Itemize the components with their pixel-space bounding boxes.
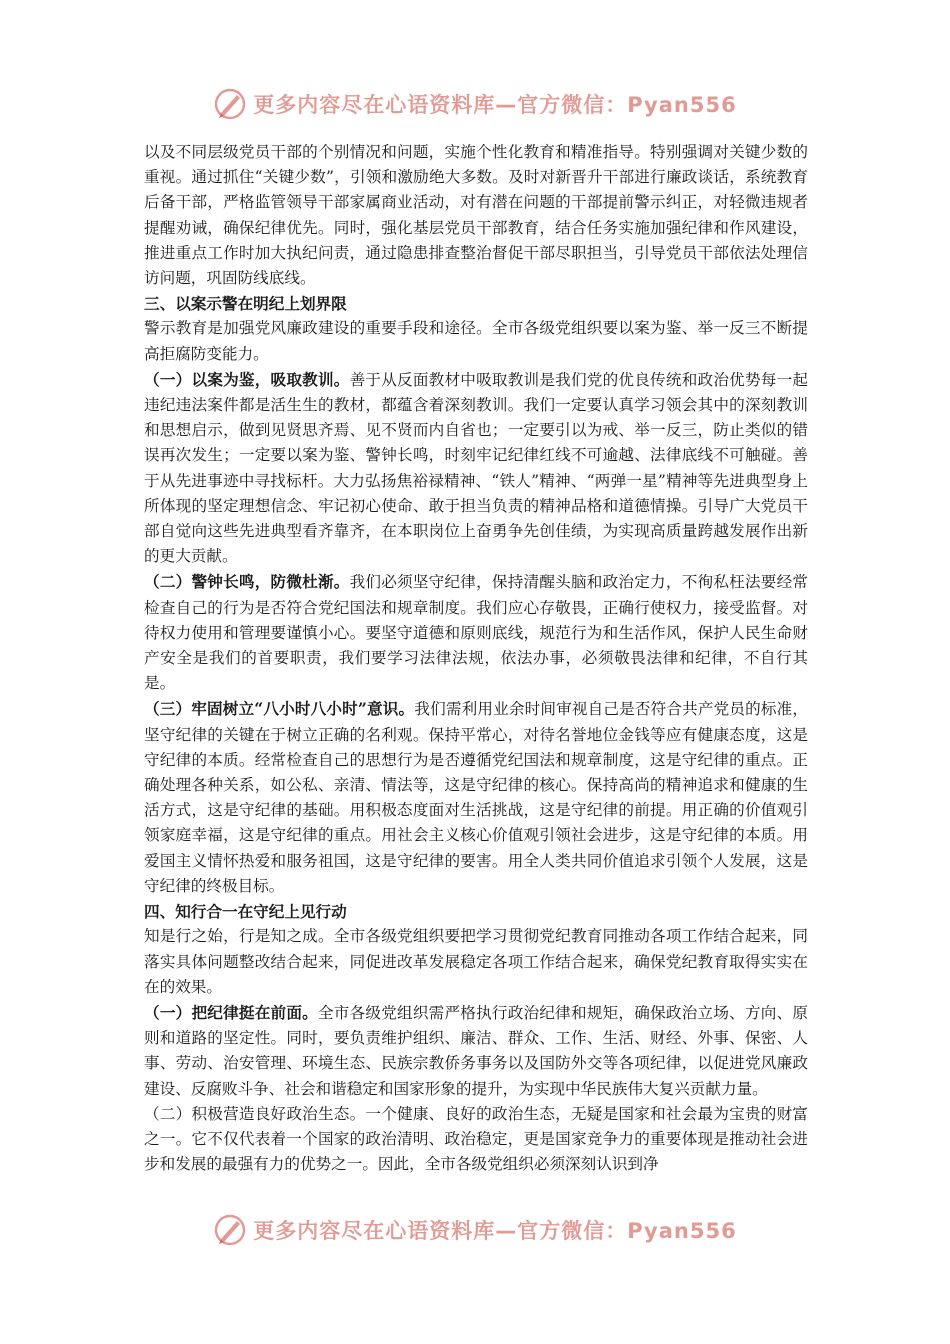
subsection-lead: （三）牢固树立“八小时八小时”意识。 bbox=[144, 699, 415, 719]
subsection-lead: （一）把纪律挺在前面。 bbox=[144, 1002, 318, 1022]
body-paragraph: 以及不同层级党员干部的个别情况和问题，实施个性化教育和精准指导。特别强调对关键少数的重视。通过抓住“关键少数”，引领和激励绝大多数。及时对新晋升干部进行廉政谈话，系统教育后备干部，严格监管领导干部家属商业活动，对有潜在问题的干部提前警示纠正，对轻微违规者提醒劝诫，确保纪律优先。同时，强化基层党员干部教育，结合任务实施加强纪律和作风建设，推进重点工作时加大执纪问责，通过隐患排查整治督促干部尽职担当，引导党员干部依法处理信访问题，巩固防线底线。 bbox=[144, 143, 808, 288]
watermark-text: 更多内容尽在心语资料库—官方微信：Pyan556 bbox=[253, 93, 737, 117]
pen-logo-icon bbox=[213, 1213, 247, 1247]
paragraph-text: 我们必须坚守纪律，保持清醒头脑和政治定力，不徇私枉法要经常检查自己的行为是否符合党纪国法和规章制度。我们应心存敬畏，正确行使权力，接受监督。对待权力使用和管理要谨慎小心。要坚守道德和原则底线，规范行为和生活作风，保护人民生命财产安全是我们的首要职责，我们要学习法律法规，依法办事，必须敬畏法律和纪律，不自行其是。 bbox=[144, 573, 808, 693]
paragraph-text: 全市各级党组织需严格执行政治纪律和规矩，确保政治立场、方向、原则和道路的坚定性。同时，要负责维护组织、廉洁、群众、工作、生活、财经、外事、保密、人事、劳动、治安管理、环境生态、民族宗教侨务事务以及国防外交等各项纪律，以促进党风廉政建设、反腐败斗争、社会和谐稳定和国家形象的提升，为实现中华民族伟大复兴贡献力量。 bbox=[144, 1003, 808, 1098]
header-watermark-banner bbox=[0, 84, 950, 124]
body-paragraph bbox=[144, 367, 808, 570]
document-body bbox=[144, 140, 808, 1177]
body-paragraph: 警示教育是加强党风廉政建设的重要手段和途径。全市各级党组织要以案为鉴、举一反三不断提高拒腐防变能力。 bbox=[144, 319, 808, 363]
pen-logo-icon bbox=[213, 87, 247, 121]
paragraph-text: 我们需利用业余时间审视自己是否符合共产党员的标准，坚守纪律的关键在于树立正确的名利观。保持平常心，对待名誉地位金钱等应有健康态度，这是守纪律的本质。经常检查自己的思想行为是否遵循党纪国法和规章制度，这是守纪律的重点。正确处理各种关系，如公私、亲清、情法等，这是守纪律的核心。保持高尚的精神追求和健康的生活方式，这是守纪律的基础。用积极态度面对生活挑战，这是守纪律的前提。用正确的价值观引领家庭幸福，这是守纪律的重点。用社会主义核心价值观引领社会进步，这是守纪律的本质。用爱国主义情怀热爱和服务祖国，这是守纪律的要害。用全人类共同价值追求引领个人发展，这是守纪律的终极目标。 bbox=[144, 700, 808, 895]
body-paragraph bbox=[144, 696, 808, 899]
subsection-lead: （一）以案为鉴，吸取教训。 bbox=[144, 369, 350, 389]
subsection-lead: （二）警钟长鸣，防微杜渐。 bbox=[144, 572, 350, 592]
section-heading: 四、知行合一在守纪上见行动 bbox=[144, 902, 347, 922]
subsection-lead: （二）积极营造良好政治生态。 bbox=[144, 1104, 366, 1123]
body-paragraph: 知是行之始，行是知之成。全市各级党组织要把学习贯彻党纪教育同推动各项工作结合起来，同落实具体问题整改结合起来，同促进改革发展稳定各项工作结合起来，确保党纪教育取得实实在在的效果。 bbox=[144, 927, 808, 996]
body-paragraph bbox=[144, 1000, 808, 1102]
footer-watermark-banner bbox=[0, 1210, 950, 1250]
body-paragraph bbox=[144, 569, 808, 696]
paragraph-text: 一个健康、良好的政治生态，无疑是国家和社会最为宝贵的财富之一。它不仅代表着一个国家的政治清明、政治稳定，更是国家竞争力的重要体现是推动社会进步和发展的最强有力的优势之一。因此，全市各级党组织必须深刻认识到净 bbox=[144, 1104, 808, 1174]
body-paragraph bbox=[144, 1102, 808, 1178]
section-heading: 三、以案示警在明纪上划界限 bbox=[144, 294, 347, 314]
paragraph-text: 善于从反面教材中吸取教训是我们党的优良传统和政治优势每一起违纪违法案件都是活生生的教材，都蕴含着深刻教训。我们一定要认真学习领会其中的深刻教训和思想启示，做到见贤思齐焉、见不贤而内自省也；一定要引以为戒、举一反三，防止类似的错误再次发生；一定要以案为鉴、警钟长鸣，时刻牢记纪律红线不可逾越、法律底线不可触碰。善于从先进事迹中寻找标杆。大力弘扬焦裕禄精神、“铁人”精神、“两弹一星”精神等先进典型身上所体现的坚定理想信念、牢记初心使命、敢于担当负责的精神品格和道德情操。引导广大党员干部自觉向这些先进典型看齐靠齐，在本职岗位上奋勇争先创佳绩，为实现高质量跨越发展作出新的更大贡献。 bbox=[144, 370, 808, 566]
watermark-text: 更多内容尽在心语资料库—官方微信：Pyan556 bbox=[253, 1219, 737, 1243]
